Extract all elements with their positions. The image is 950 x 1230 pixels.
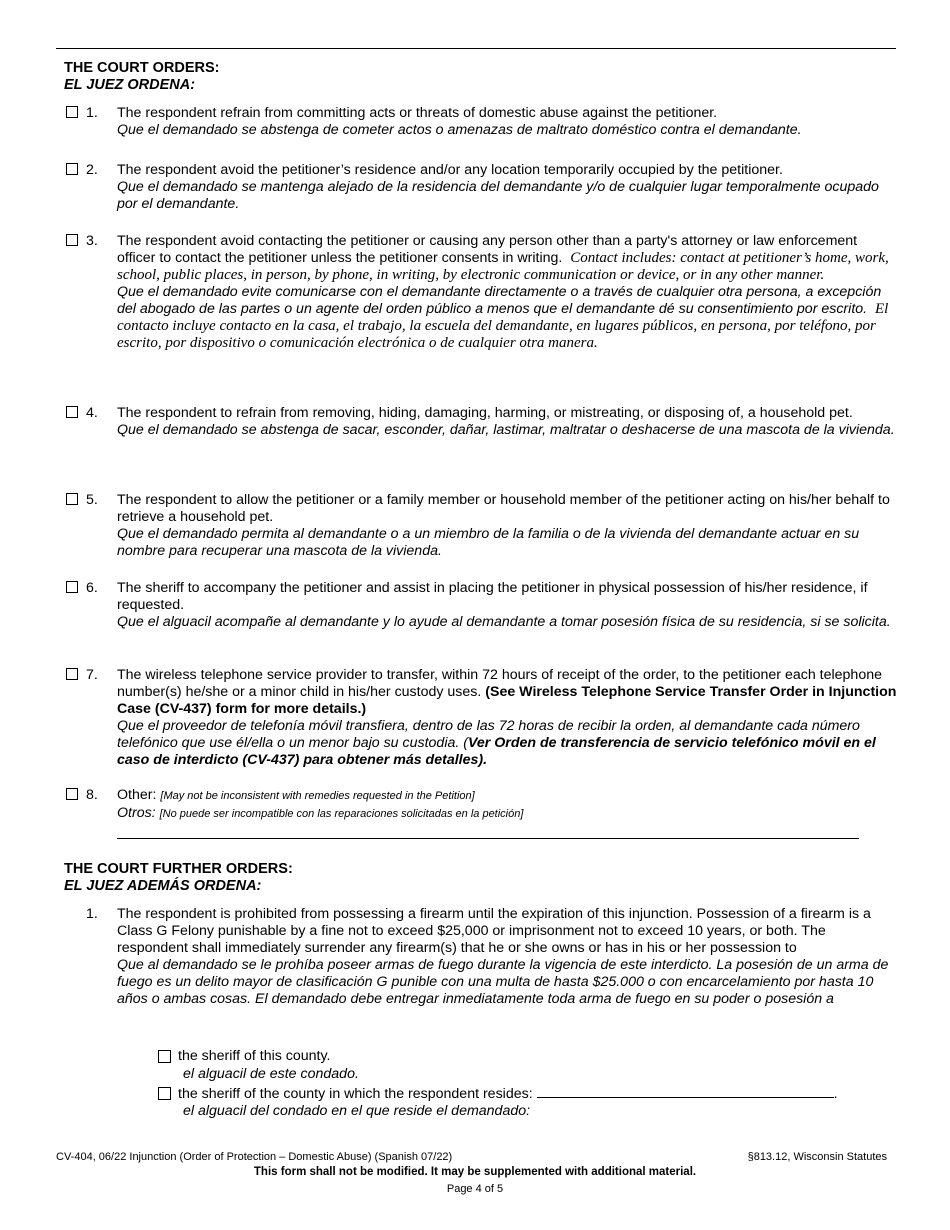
- order-8-checkbox[interactable]: [66, 788, 78, 800]
- modification-notice: This form shall not be modified. It may be supplemented with additional material.: [253, 1166, 697, 1178]
- firearm-text-es: Que al demandado se le prohíba poseer armas de fuego durante la vigencia de este interdicto. La posesión de un arma de fuego es un delito mayor de clasificación G punible con una multa de hasta $25.000 o con encarcelamiento por hasta 10 años o ambas cosas. El demandado debe entregar inmediatamente toda arma de fuego en su poder o posesión a: [117, 957, 889, 1007]
- item-text-es: Que el demandado se mantenga alejado de la residencia del demandante y/o de cualquier lugar temporalmente ocupado por el demandante.: [117, 179, 879, 212]
- order-5-checkbox[interactable]: [66, 493, 78, 505]
- item-text-es: Que el demandado se abstenga de sacar, esconder, dañar, lastimar, maltratar o deshacerse de una mascota de la vivienda.: [117, 422, 895, 438]
- option-text-en: the sheriff of the county in which the respondent resides:: [178, 1086, 533, 1102]
- item-text-es: Que el demandado permita al demandante o a un miembro de la familia o de la vivienda del demandante actuar en su nombre para recuperar una mascota de la vivienda.: [117, 526, 860, 559]
- item-text-es: Que el proveedor de telefonía móvil transfiera, dentro de las 72 horas de recibir la orden, al demandante cada número telefónico que use él/ella o un menor bajo su custodia. (: [117, 718, 860, 751]
- order-7-checkbox[interactable]: [66, 668, 78, 680]
- item-text-en: The respondent to allow the petitioner or a family member or household member of the petitioner acting on his/her behalf to retrieve a household pet.: [117, 492, 890, 525]
- top-rule: [56, 48, 896, 49]
- other-input-line[interactable]: [117, 838, 859, 839]
- form-identifier: CV-404, 06/22 Injunction (Order of Protection – Domestic Abuse) (Spanish 07/22): [56, 1151, 453, 1163]
- item-number: 1.: [86, 906, 98, 922]
- item-text-en: The respondent avoid the petitioner’s residence and/or any location temporarily occupied by the petitioner.: [117, 162, 783, 178]
- item-number: 8.: [86, 787, 98, 803]
- cv437-reference-es: Ver Orden de transferencia de servicio telefónico móvil en el caso de interdicto (CV-437) para obtener más detalles).: [117, 735, 876, 768]
- county-name-field[interactable]: [537, 1085, 834, 1098]
- item-number: 3.: [86, 233, 98, 249]
- order-2-checkbox[interactable]: [66, 163, 78, 175]
- item-number: 7.: [86, 667, 98, 683]
- order-1-checkbox[interactable]: [66, 106, 78, 118]
- item-number: 6.: [86, 580, 98, 596]
- cv437-reference-en: (See Wireless Telephone Service Transfer Order in Injunction Case (CV-437) form for more details.): [117, 684, 897, 717]
- order-4-checkbox[interactable]: [66, 406, 78, 418]
- order-6-checkbox[interactable]: [66, 581, 78, 593]
- option-text-es: el alguacil de este condado.: [183, 1066, 359, 1082]
- firearm-text-en: The respondent is prohibited from possessing a firearm until the expiration of this injunction. Possession of a firearm is a Class G Felony punishable by a fine not to exceed $25,000 or imprisonment not to exceed 10 years, or both. The respondent shall immediately surrender any firearm(s) that he or she owns or has in his or her possession to: [117, 906, 871, 956]
- item-number: 1.: [86, 105, 98, 121]
- contact-definition-en: Contact includes: contact at petitioner’s home, work, school, public places, in person, by phone, in writing, by electronic communication or device, or in any other manner.: [117, 250, 889, 283]
- order-3-checkbox[interactable]: [66, 234, 78, 246]
- item-text-en: The respondent avoid contacting the petitioner or causing any person other than a party's attorney or law enforcement officer to contact the petitioner unless the petitioner consents in writing.: [117, 233, 858, 266]
- heading-es: EL JUEZ ORDENA:: [64, 77, 196, 93]
- item-text-en: The respondent refrain from committing acts or threats of domestic abuse against the petitioner.: [117, 105, 718, 121]
- court-orders-heading: [64, 60, 219, 94]
- period: .: [833, 1086, 838, 1102]
- item-number: 4.: [86, 405, 98, 421]
- statute-reference: §813.12, Wisconsin Statutes: [747, 1151, 887, 1163]
- heading-es: EL JUEZ ADEMÁS ORDENA:: [64, 878, 262, 894]
- heading-en: THE COURT ORDERS:: [64, 60, 220, 76]
- other-note-es: [No puede ser incompatible con las reparaciones solicitadas en la petición]: [159, 808, 524, 820]
- other-label-es: Otros:: [117, 805, 156, 821]
- item-number: 2.: [86, 162, 98, 178]
- this-county-checkbox[interactable]: [158, 1050, 171, 1063]
- option-text-es: el alguacil del condado en el que reside el demandado:: [183, 1103, 531, 1119]
- item-text-en: The sheriff to accompany the petitioner and assist in placing the petitioner in physical possession of his/her residence, if requested.: [117, 580, 868, 613]
- contact-definition-es: El contacto incluye contacto en la casa, el trabajo, la escuela del demandante, en lugares públicos, en persona, por teléfono, por escrito, por dispositivo o comunicación electrónica o de cualquier otra manera.: [117, 301, 889, 351]
- item-text-es: Que el demandado evite comunicarse con el demandante directamente o a través de cualquier otra persona, a excepción del abogado de las partes o un agente del orden público a menos que el demandante dé su consentimiento por escrito.: [117, 284, 882, 317]
- other-label-en: Other:: [117, 787, 157, 803]
- option-text-en: the sheriff of this county.: [178, 1048, 331, 1064]
- page-number: Page 4 of 5: [446, 1183, 504, 1195]
- other-note-en: [May not be inconsistent with remedies requested in the Petition]: [160, 790, 475, 802]
- item-number: 5.: [86, 492, 98, 508]
- item-text-es: Que el demandado se abstenga de cometer actos o amenazas de maltrato doméstico contra el demandante.: [117, 122, 802, 138]
- heading-en: THE COURT FURTHER ORDERS:: [64, 861, 293, 877]
- resident-county-checkbox[interactable]: [158, 1087, 171, 1100]
- court-further-orders-heading: [64, 861, 293, 895]
- item-text-en: The respondent to refrain from removing, hiding, damaging, harming, or mistreating, or disposing of, a household pet.: [117, 405, 853, 421]
- item-text-en: The wireless telephone service provider to transfer, within 72 hours of receipt of the order, to the petitioner each telephone number(s) he/she or a minor child in his/her custody uses.: [117, 667, 882, 700]
- item-text-es: Que el alguacil acompañe al demandante y lo ayude al demandante a tomar posesión física de su residencia, si se solicita.: [117, 614, 891, 630]
